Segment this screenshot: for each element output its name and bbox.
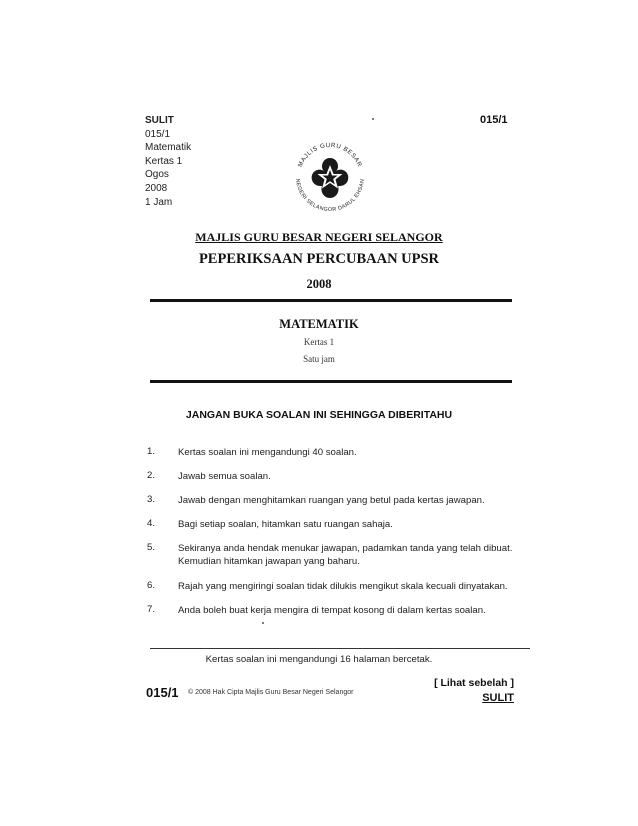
instruction-number: 7.: [147, 604, 156, 615]
header-line: 2008: [145, 182, 168, 194]
classification-label: SULIT: [145, 115, 174, 126]
footer-divider: [150, 648, 530, 649]
duration-label: Satu jam: [303, 354, 335, 364]
instruction-text: Kertas soalan ini mengandungi 40 soalan.: [178, 447, 357, 458]
instruction-number: 4.: [147, 518, 156, 529]
instruction-text: Rajah yang mengiringi soalan tidak dilukis mengikut skala kecuali dinyatakan.: [178, 581, 508, 592]
page-count-note: Kertas soalan ini mengandungi 16 halaman bercetak.: [205, 654, 433, 665]
warning-text: JANGAN BUKA SOALAN INI SEHINGGA DIBERITAHU: [185, 409, 453, 421]
exam-title: PEPERIKSAAN PERCUBAAN UPSR: [198, 251, 440, 267]
instruction-text: Sekiranya anda hendak menukar jawapan, padamkan tanda yang telah dibuat. Kemudian hitamkan jawapan yang baharu.: [178, 543, 513, 567]
header-line: 015/1: [145, 128, 171, 140]
header-line: Matematik: [145, 142, 192, 154]
classification-footer: SULIT: [482, 692, 514, 704]
organisation-title: MAJLIS GURU BESAR NEGERI SELANGOR: [195, 230, 443, 244]
instruction-text: Anda boleh buat kerja mengira di tempat kosong di dalam kertas soalan.: [178, 605, 486, 616]
paper-code-top: 015/1: [480, 114, 508, 126]
instruction-text: Jawab semua soalan.: [178, 471, 271, 482]
paper-code-footer: 015/1: [146, 685, 179, 700]
header-line: Kertas 1: [145, 155, 183, 167]
instruction-number: 2.: [147, 470, 156, 481]
instruction-number: 3.: [147, 494, 156, 505]
header-details: [145, 114, 191, 209]
turn-page-note: [ Lihat sebelah ]: [434, 677, 514, 689]
instruction-text: Bagi setiap soalan, hitamkan satu ruangan sahaja.: [178, 519, 393, 530]
header-line: 1 Jam: [145, 196, 173, 208]
seal-text-bottom: NEGERI SELANGOR DARUL EHSAN: [294, 178, 366, 214]
seal-text-top: MAJLIS GURU BESAR: [296, 141, 364, 169]
subject-title: MATEMATIK: [279, 317, 359, 331]
instruction-text: Jawab dengan menghitamkan ruangan yang betul pada kertas jawapan.: [178, 495, 485, 506]
print-speck: [262, 622, 264, 624]
print-speck: [372, 118, 374, 120]
instruction-number: 1.: [147, 446, 156, 457]
divider: [150, 299, 512, 302]
divider: [150, 380, 512, 383]
header-line: Ogos: [145, 169, 169, 181]
exam-year: 2008: [306, 277, 332, 291]
paper-label: Kertas 1: [303, 337, 335, 347]
instruction-number: 5.: [147, 542, 156, 553]
instruction-number: 6.: [147, 580, 156, 591]
copyright-notice: © 2008 Hak Cipta Majlis Guru Besar Negeri Selangor: [188, 689, 354, 696]
seal-logo: [288, 135, 372, 219]
